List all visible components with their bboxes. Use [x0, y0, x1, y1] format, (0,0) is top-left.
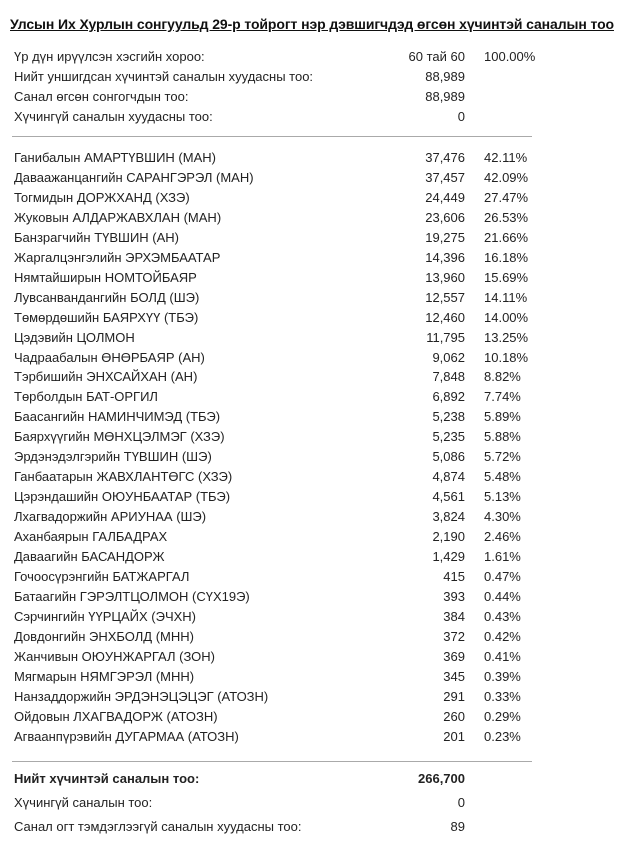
candidate-row-label: Даваажанцангийн САРАНГЭРЭЛ (МАН): [14, 169, 254, 185]
candidate-row: [0, 348, 644, 367]
candidate-row-value: 291: [443, 688, 465, 704]
candidate-row-value: 23,606: [425, 209, 465, 225]
summary-row: [0, 107, 644, 126]
candidate-row: [0, 727, 644, 746]
candidate-row-label: Жаргалцэнгэлийн ЭРХЭМБААТАР: [14, 249, 221, 265]
candidate-row-value: 9,062: [432, 349, 465, 365]
divider: [12, 761, 532, 762]
candidate-row-label: Агваанпүрэвийн ДУГАРМАА (АТОЗН): [14, 728, 239, 744]
candidate-row-percent: 14.00%: [484, 309, 529, 325]
candidate-row: [0, 387, 644, 406]
candidate-row-label: Жуковын АЛДАРЖАВХЛАН (МАН): [14, 209, 222, 225]
candidate-row-label: Жанчивын ОЮУНЖАРГАЛ (ЗОН): [14, 648, 216, 664]
candidate-row-label: Гочоосүрэнгийн БАТЖАРГАЛ: [14, 568, 190, 584]
summary-row-value: 88,989: [425, 88, 465, 104]
candidate-row-percent: 42.09%: [484, 169, 529, 185]
candidate-row-label: Даваагийн БАСАНДОРЖ: [14, 549, 165, 564]
candidate-row-label: Чадраабалын ӨНӨРБАЯР (АН): [14, 349, 205, 365]
candidate-row-percent: 5.13%: [484, 489, 521, 505]
page-title: Улсын Их Хурлын сонгуульд 29-р тойрогт нэр дэвшигчдэд өгсөн хүчинтэй саналын тоо: [10, 16, 614, 32]
candidate-row: [0, 487, 644, 506]
candidate-row-percent: 15.69%: [484, 269, 529, 285]
candidate-row-value: 11,795: [426, 329, 465, 345]
candidate-row-value: 260: [443, 708, 465, 724]
candidate-row: [0, 208, 644, 227]
candidate-row-percent: 10.18%: [484, 349, 529, 365]
summary-row: [0, 47, 644, 66]
candidate-row-label: Лувсанвандангийн БОЛД (ШЭ): [14, 289, 200, 305]
total-row: [0, 769, 644, 788]
total-row-label: Санал огт тэмдэглээгүй саналын хуудасны тоо:: [14, 819, 302, 834]
candidate-row-value: 13,960: [425, 269, 465, 285]
candidate-row-percent: 5.89%: [484, 409, 521, 425]
candidate-row: [0, 328, 644, 347]
total-row-label: Хүчингүй саналын тоо:: [14, 795, 153, 810]
summary-row-value: 88,989: [425, 68, 465, 84]
candidate-row-label: Төмөрдөшийн БАЯРХҮҮ (ТБЭ): [14, 309, 199, 325]
candidate-row-percent: 0.47%: [484, 568, 521, 584]
summary-row-label: Санал өгсөн сонгогчдын тоо:: [14, 88, 189, 104]
candidate-row-percent: 16.18%: [484, 249, 529, 265]
candidate-row-label: Аханбаярын ГАЛБАДРАХ: [14, 529, 168, 545]
candidate-row-label: Ойдовын ЛХАГВАДОРЖ (АТОЗН): [14, 708, 218, 724]
candidate-row-value: 12,557: [425, 289, 465, 305]
summary-row-percent: 100.00%: [484, 49, 536, 64]
candidate-row-value: 19,275: [425, 229, 465, 245]
candidate-row-value: 384: [443, 608, 465, 624]
candidate-row: [0, 367, 644, 386]
candidate-row-percent: 14.11%: [484, 289, 528, 305]
candidate-row: [0, 308, 644, 327]
candidate-row-percent: 1.61%: [484, 549, 521, 564]
candidate-row-percent: 4.30%: [484, 509, 521, 525]
divider: [12, 136, 532, 137]
summary-row-label: Үр дүн ирүүлсэн хэсгийн хороо:: [14, 49, 205, 64]
candidate-row-percent: 5.48%: [484, 469, 521, 485]
candidate-row-value: 6,892: [432, 389, 465, 405]
candidate-row-value: 2,190: [432, 529, 465, 545]
candidate-row: [0, 268, 644, 287]
candidate-row-percent: 8.82%: [484, 369, 521, 385]
candidate-row-label: Цэдэвийн ЦОЛМОН: [14, 329, 135, 345]
total-row-value: 266,700: [418, 771, 465, 786]
candidate-row-percent: 21.66%: [484, 229, 529, 245]
candidate-row-value: 415: [443, 568, 465, 584]
total-row: [0, 793, 644, 812]
candidate-row: [0, 407, 644, 426]
candidate-row: [0, 567, 644, 586]
candidate-row-percent: 2.46%: [484, 529, 521, 545]
candidate-row-label: Банзрагчийн ТҮВШИН (АН): [14, 229, 180, 245]
candidate-row-value: 372: [443, 628, 465, 644]
candidate-row-label: Мягмарын НЯМГЭРЭЛ (МНН): [14, 668, 195, 684]
candidate-row-value: 5,086: [432, 449, 465, 465]
candidate-row-value: 37,457: [425, 169, 465, 185]
total-row: [0, 817, 644, 836]
candidate-row: [0, 547, 644, 566]
candidate-row-label: Нямтайширын НОМТОЙБАЯР: [14, 269, 197, 285]
candidate-row: [0, 587, 644, 606]
candidate-row: [0, 467, 644, 486]
candidate-row: [0, 188, 644, 207]
summary-row-value: 0: [457, 108, 465, 124]
summary-row-value: 60 тай 60: [408, 49, 465, 64]
candidate-row-value: 345: [443, 668, 465, 684]
candidate-row-value: 7,848: [432, 369, 465, 385]
total-row-label: Нийт хүчинтэй саналын тоо:: [14, 771, 200, 786]
total-row-value: 89: [450, 819, 465, 834]
candidate-row-percent: 5.88%: [484, 429, 521, 445]
candidate-row: [0, 248, 644, 267]
candidate-row-value: 4,874: [432, 469, 465, 485]
candidate-row-percent: 27.47%: [484, 189, 529, 205]
summary-row-label: Нийт уншигдсан хүчинтэй саналын хуудасны тоо:: [14, 68, 314, 84]
candidate-row-value: 201: [443, 728, 465, 744]
candidate-row-percent: 5.72%: [484, 449, 521, 465]
candidate-row-value: 4,561: [432, 489, 465, 505]
candidate-row-percent: 0.23%: [484, 728, 521, 744]
candidate-row-percent: 0.29%: [484, 708, 521, 724]
candidate-row-value: 5,235: [432, 429, 465, 445]
candidate-row-label: Тэрбишийн ЭНХСАЙХАН (АН): [14, 369, 198, 385]
candidate-row-percent: 0.39%: [484, 668, 521, 684]
candidate-row: [0, 148, 644, 167]
candidate-row-value: 37,476: [425, 150, 465, 165]
candidate-row-label: Төрболдын БАТ-ОРГИЛ: [14, 389, 158, 405]
candidate-row: [0, 168, 644, 187]
candidate-row-label: Ганбаатарын ЖАВХЛАНТӨГС (ХЗЭ): [14, 469, 233, 485]
candidate-row-label: Баярхүүгийн МӨНХЦЭЛМЭГ (ХЗЭ): [14, 429, 225, 445]
candidate-row: [0, 228, 644, 247]
candidate-row-label: Лхагвадоржийн АРИУНАА (ШЭ): [14, 509, 207, 525]
candidate-row-percent: 42.11%: [484, 150, 528, 165]
candidate-row-label: Батаагийн ГЭРЭЛТЦОЛМОН (СҮХ19Э): [14, 588, 250, 604]
total-row-value: 0: [457, 795, 465, 810]
candidate-row: [0, 647, 644, 666]
candidate-row: [0, 427, 644, 446]
candidate-row: [0, 707, 644, 726]
candidate-row: [0, 447, 644, 466]
candidate-row-percent: 0.33%: [484, 688, 521, 704]
summary-row: [0, 87, 644, 106]
candidate-row: [0, 687, 644, 706]
candidate-row-value: 24,449: [425, 189, 465, 205]
summary-row: [0, 67, 644, 86]
candidate-row-percent: 13.25%: [484, 329, 529, 345]
candidate-row-label: Ганибалын АМАРТҮВШИН (МАН): [14, 150, 216, 165]
candidate-row-label: Тогмидын ДОРЖХАНД (ХЗЭ): [14, 189, 190, 205]
candidate-row-label: Цэрэндашийн ОЮУНБААТАР (ТБЭ): [14, 489, 231, 505]
candidate-row-value: 5,238: [432, 409, 465, 425]
candidate-row-value: 14,396: [425, 249, 465, 265]
summary-row-label: Хүчингүй саналын хуудасны тоо:: [14, 108, 213, 124]
candidate-row-percent: 0.44%: [484, 588, 521, 604]
candidate-row: [0, 607, 644, 626]
candidate-row-label: Сэрчингийн ҮҮРЦАЙХ (ЭЧХН): [14, 608, 197, 624]
candidate-row: [0, 288, 644, 307]
candidate-row: [0, 667, 644, 686]
candidate-row-value: 3,824: [432, 509, 465, 525]
candidate-row-percent: 0.42%: [484, 628, 521, 644]
candidate-row-value: 1,429: [432, 549, 465, 564]
candidate-row-label: Баасангийн НАМИНЧИМЭД (ТБЭ): [14, 409, 221, 425]
candidate-row-label: Эрдэнэдэлгэрийн ТҮВШИН (ШЭ): [14, 449, 212, 465]
candidate-row-percent: 7.74%: [484, 389, 521, 405]
candidate-row: [0, 507, 644, 526]
candidate-row: [0, 527, 644, 546]
candidate-row-percent: 0.41%: [484, 648, 521, 664]
candidate-row-percent: 26.53%: [484, 209, 529, 225]
candidate-row-value: 393: [443, 588, 465, 604]
candidate-row-value: 12,460: [425, 309, 465, 325]
candidate-row: [0, 627, 644, 646]
candidate-row-value: 369: [443, 648, 465, 664]
candidate-row-percent: 0.43%: [484, 608, 521, 624]
candidate-row-label: Нанзаддоржийн ЭРДЭНЭЦЭЦЭГ (АТОЗН): [14, 688, 269, 704]
candidate-row-label: Довдонгийн ЭНХБОЛД (МНН): [14, 628, 194, 644]
